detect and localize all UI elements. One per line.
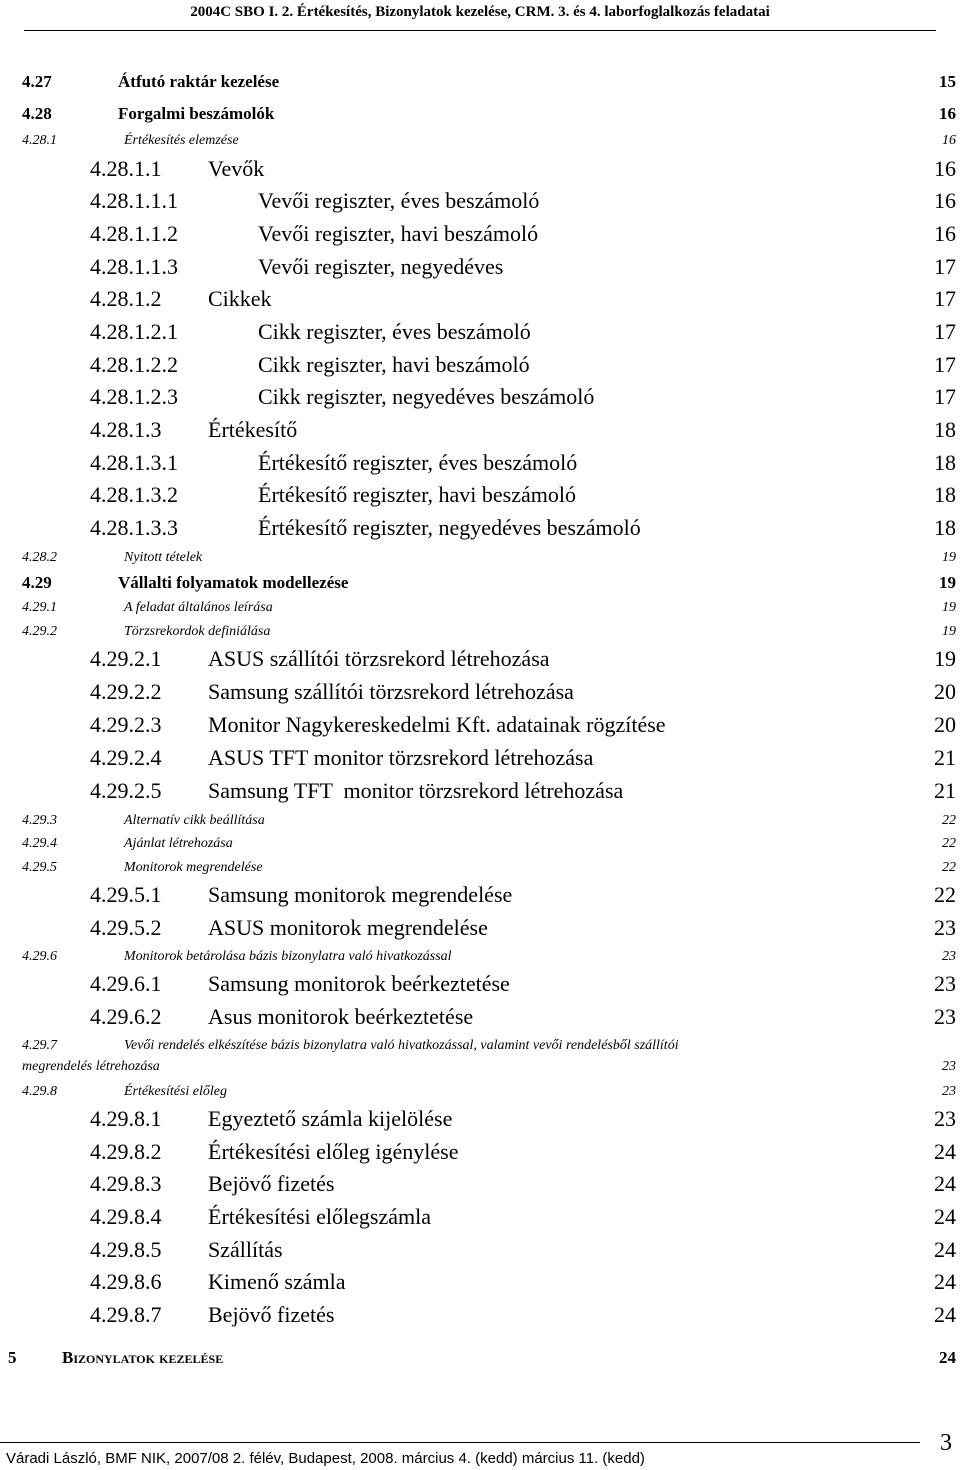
toc-entry-4-29-2-2[interactable]: 4.29.2.2 Samsung szállítói törzsrekord létrehozása 20 <box>90 679 956 704</box>
toc-entry-4-29-8-3[interactable]: 4.29.8.3 Bejövő fizetés 24 <box>90 1171 956 1196</box>
toc-entry-4-29-2-5[interactable]: 4.29.2.5 Samsung TFT monitor törzsrekord létrehozása 21 <box>90 778 956 803</box>
toc-entry-4-28-1-1-3[interactable]: 4.28.1.1.3 Vevői regiszter, negyedéves 17 <box>90 254 956 279</box>
toc-entry-4-29-2-3[interactable]: 4.29.2.3 Monitor Nagykereskedelmi Kft. adatainak rögzítése 20 <box>90 712 956 737</box>
toc-entry-4-29-3[interactable]: 4.29.3 Alternatív cikk beállítása 22 <box>22 813 956 828</box>
toc-entry-4-28-1-2-1[interactable]: 4.28.1.2.1 Cikk regiszter, éves beszámoló 17 <box>90 319 956 344</box>
toc-entry-4-28-1[interactable]: 4.28.1 Értékesítés elemzése 16 <box>22 133 956 148</box>
toc-entry-4-29-8-5[interactable]: 4.29.8.5 Szállítás 24 <box>90 1237 956 1262</box>
toc-entry-4-28-1-2[interactable]: 4.28.1.2 Cikkek 17 <box>90 286 956 311</box>
toc-entry-4-28-1-2-2[interactable]: 4.28.1.2.2 Cikk regiszter, havi beszámoló 17 <box>90 352 956 377</box>
toc-entry-4-29-8-1[interactable]: 4.29.8.1 Egyeztető számla kijelölése 23 <box>90 1106 956 1131</box>
header-rule <box>24 30 936 31</box>
toc-entry-4-28-2[interactable]: 4.28.2 Nyitott tételek 19 <box>22 550 956 565</box>
toc-entry-4-27[interactable]: 4.27 Átfutó raktár kezelése 15 <box>22 72 956 91</box>
toc-entry-4-29-4[interactable]: 4.29.4 Ajánlat létrehozása 22 <box>22 836 956 851</box>
toc-entry-4-29-5-2[interactable]: 4.29.5.2 ASUS monitorok megrendelése 23 <box>90 915 956 940</box>
toc-entry-4-29-7[interactable]: 4.29.7 Vevői rendelés elkészítése bázis bizonylatra való hivatkozással, valamint vevői rendelésből szállítói megrendelés létrehozása 23 <box>22 1038 956 1074</box>
toc-entry-4-28-1-1-1[interactable]: 4.28.1.1.1 Vevői regiszter, éves beszámoló 16 <box>90 188 956 213</box>
footer-rule <box>0 1442 920 1443</box>
toc-entry-4-29-8-6[interactable]: 4.29.8.6 Kimenő számla 24 <box>90 1269 956 1294</box>
toc-entry-4-29-2-4[interactable]: 4.29.2.4 ASUS TFT monitor törzsrekord létrehozása 21 <box>90 745 956 770</box>
toc-entry-4-28-1-1[interactable]: 4.28.1.1 Vevők 16 <box>90 156 956 181</box>
toc-entry-4-29-8-7[interactable]: 4.29.8.7 Bejövő fizetés 24 <box>90 1302 956 1327</box>
toc-entry-4-28[interactable]: 4.28 Forgalmi beszámolók 16 <box>22 104 956 123</box>
toc-entry-4-29-8-2[interactable]: 4.29.8.2 Értékesítési előleg igénylése 24 <box>90 1139 956 1164</box>
toc-entry-4-28-1-2-3[interactable]: 4.28.1.2.3 Cikk regiszter, negyedéves beszámoló 17 <box>90 384 956 409</box>
toc-entry-4-28-1-3-3[interactable]: 4.28.1.3.3 Értékesítő regiszter, negyedéves beszámoló 18 <box>90 515 956 540</box>
toc-entry-4-29-6-2[interactable]: 4.29.6.2 Asus monitorok beérkeztetése 23 <box>90 1004 956 1029</box>
toc-entry-4-29-6-1[interactable]: 4.29.6.1 Samsung monitorok beérkeztetése 23 <box>90 971 956 996</box>
page-number: 3 <box>940 1430 952 1456</box>
toc-entry-4-29[interactable]: 4.29 Vállalti folyamatok modellezése 19 <box>22 573 956 592</box>
toc-entry-4-28-1-3-2[interactable]: 4.28.1.3.2 Értékesítő regiszter, havi beszámoló 18 <box>90 482 956 507</box>
toc-entry-4-29-2-1[interactable]: 4.29.2.1 ASUS szállítói törzsrekord létrehozása 19 <box>90 646 956 671</box>
footer-text: Váradi László, BMF NIK, 2007/08 2. félév, Budapest, 2008. március 4. (kedd) március 11. (kedd) <box>6 1450 645 1467</box>
toc-entry-4-29-5-1[interactable]: 4.29.5.1 Samsung monitorok megrendelése 22 <box>90 882 956 907</box>
toc-entry-4-29-5[interactable]: 4.29.5 Monitorok megrendelése 22 <box>22 860 956 875</box>
toc-entry-4-29-1[interactable]: 4.29.1 A feladat általános leírása 19 <box>22 600 956 615</box>
header-title: 2004C SBO I. 2. Értékesítés, Bizonylatok kezelése, CRM. 3. és 4. laborfoglalkozás feladatai <box>190 4 770 20</box>
toc-entry-4-28-1-3[interactable]: 4.28.1.3 Értékesítő 18 <box>90 417 956 442</box>
page-footer <box>0 1420 960 1470</box>
toc-entry-4-29-8-4[interactable]: 4.29.8.4 Értékesítési előlegszámla 24 <box>90 1204 956 1229</box>
page-header <box>0 0 960 36</box>
toc-entry-4-28-1-1-2[interactable]: 4.28.1.1.2 Vevői regiszter, havi beszámoló 16 <box>90 221 956 246</box>
toc-entry-4-28-1-3-1[interactable]: 4.28.1.3.1 Értékesítő regiszter, éves beszámoló 18 <box>90 450 956 475</box>
toc-entry-4-29-6[interactable]: 4.29.6 Monitorok betárolása bázis bizonylatra való hivatkozással 23 <box>22 949 956 964</box>
toc-entry-4-29-8[interactable]: 4.29.8 Értékesítési előleg 23 <box>22 1084 956 1099</box>
toc-entry-4-29-2[interactable]: 4.29.2 Törzsrekordok definiálása 19 <box>22 624 956 639</box>
toc-entry-5[interactable]: 5 Bizonylatok kezelése 24 <box>8 1348 956 1367</box>
